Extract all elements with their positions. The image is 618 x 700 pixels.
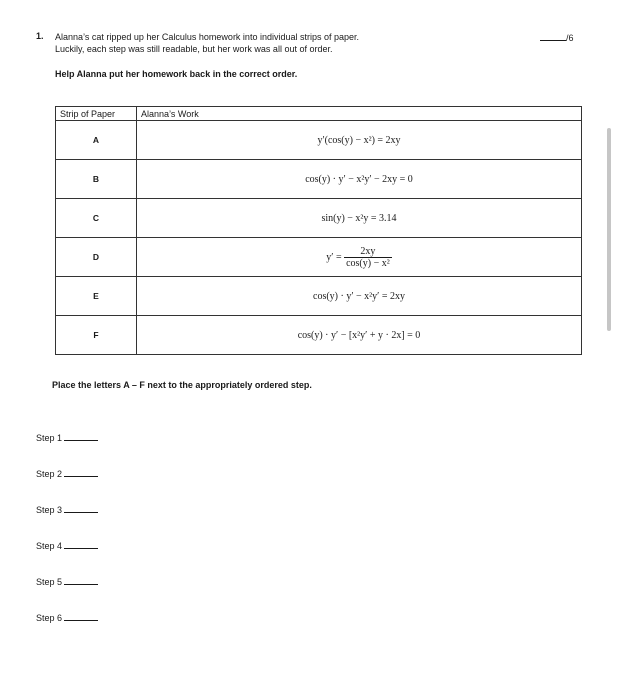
strip-work: sin(y) − x²y = 3.14 (137, 199, 582, 238)
question-number: 1. (36, 31, 44, 41)
strip-work: cos(y) · y′ − [x²y′ + y · 2x] = 0 (137, 316, 582, 355)
step-row (36, 467, 98, 479)
strip-letter: B (56, 160, 137, 199)
strip-letter: C (56, 199, 137, 238)
step-row (36, 575, 98, 587)
step-answer-blank[interactable] (64, 467, 98, 477)
fraction-lhs: y′ = (326, 251, 342, 263)
header-strip: Strip of Paper (56, 107, 137, 121)
strip-letter: F (56, 316, 137, 355)
strip-letter: A (56, 121, 137, 160)
step-row (36, 431, 98, 443)
placement-instruction: Place the letters A – F next to the appropriately ordered step. (52, 380, 312, 390)
step-answer-blank[interactable] (64, 611, 98, 621)
fraction-denominator: cos(y) − x² (346, 257, 390, 269)
strip-letter: D (56, 238, 137, 277)
step-label: Step 4 (36, 541, 63, 551)
fraction (344, 246, 392, 269)
table-row (56, 238, 582, 277)
step-label: Step 3 (36, 505, 63, 515)
step-label: Step 5 (36, 577, 63, 587)
step-answer-blank[interactable] (64, 575, 98, 585)
homework-table (55, 106, 582, 355)
step-answer-blank[interactable] (64, 503, 98, 513)
header-work: Alanna’s Work (137, 107, 582, 121)
points-field (540, 31, 574, 43)
table-row (56, 121, 582, 160)
step-label: Step 6 (36, 613, 63, 623)
strip-work: y′(cos(y) − x²) = 2xy (137, 121, 582, 160)
points-total: /6 (566, 33, 574, 43)
question-intro (55, 31, 359, 55)
step-label: Step 1 (36, 433, 63, 443)
help-instruction: Help Alanna put her homework back in the correct order. (55, 69, 298, 79)
step-row (36, 539, 98, 551)
table-header-row (56, 107, 582, 121)
table-row (56, 277, 582, 316)
step-answer-blank[interactable] (64, 431, 98, 441)
intro-line-1: Alanna’s cat ripped up her Calculus homework into individual strips of paper. (55, 32, 360, 42)
points-blank[interactable] (540, 31, 566, 41)
step-answer-blank[interactable] (64, 539, 98, 549)
vertical-scrollbar[interactable] (607, 128, 611, 331)
step-label: Step 2 (36, 469, 63, 479)
strip-letter: E (56, 277, 137, 316)
table-row (56, 316, 582, 355)
step-row (36, 611, 98, 623)
fraction-numerator: 2xy (344, 246, 392, 258)
strip-work: cos(y) · y′ − x²y′ − 2xy = 0 (137, 160, 582, 199)
table-row (56, 160, 582, 199)
strip-work-fraction (137, 238, 582, 277)
strip-work: cos(y) · y′ − x²y′ = 2xy (137, 277, 582, 316)
step-row (36, 503, 98, 515)
table-row (56, 199, 582, 238)
intro-line-2: Luckily, each step was still readable, but her work was all out of order. (55, 44, 333, 54)
